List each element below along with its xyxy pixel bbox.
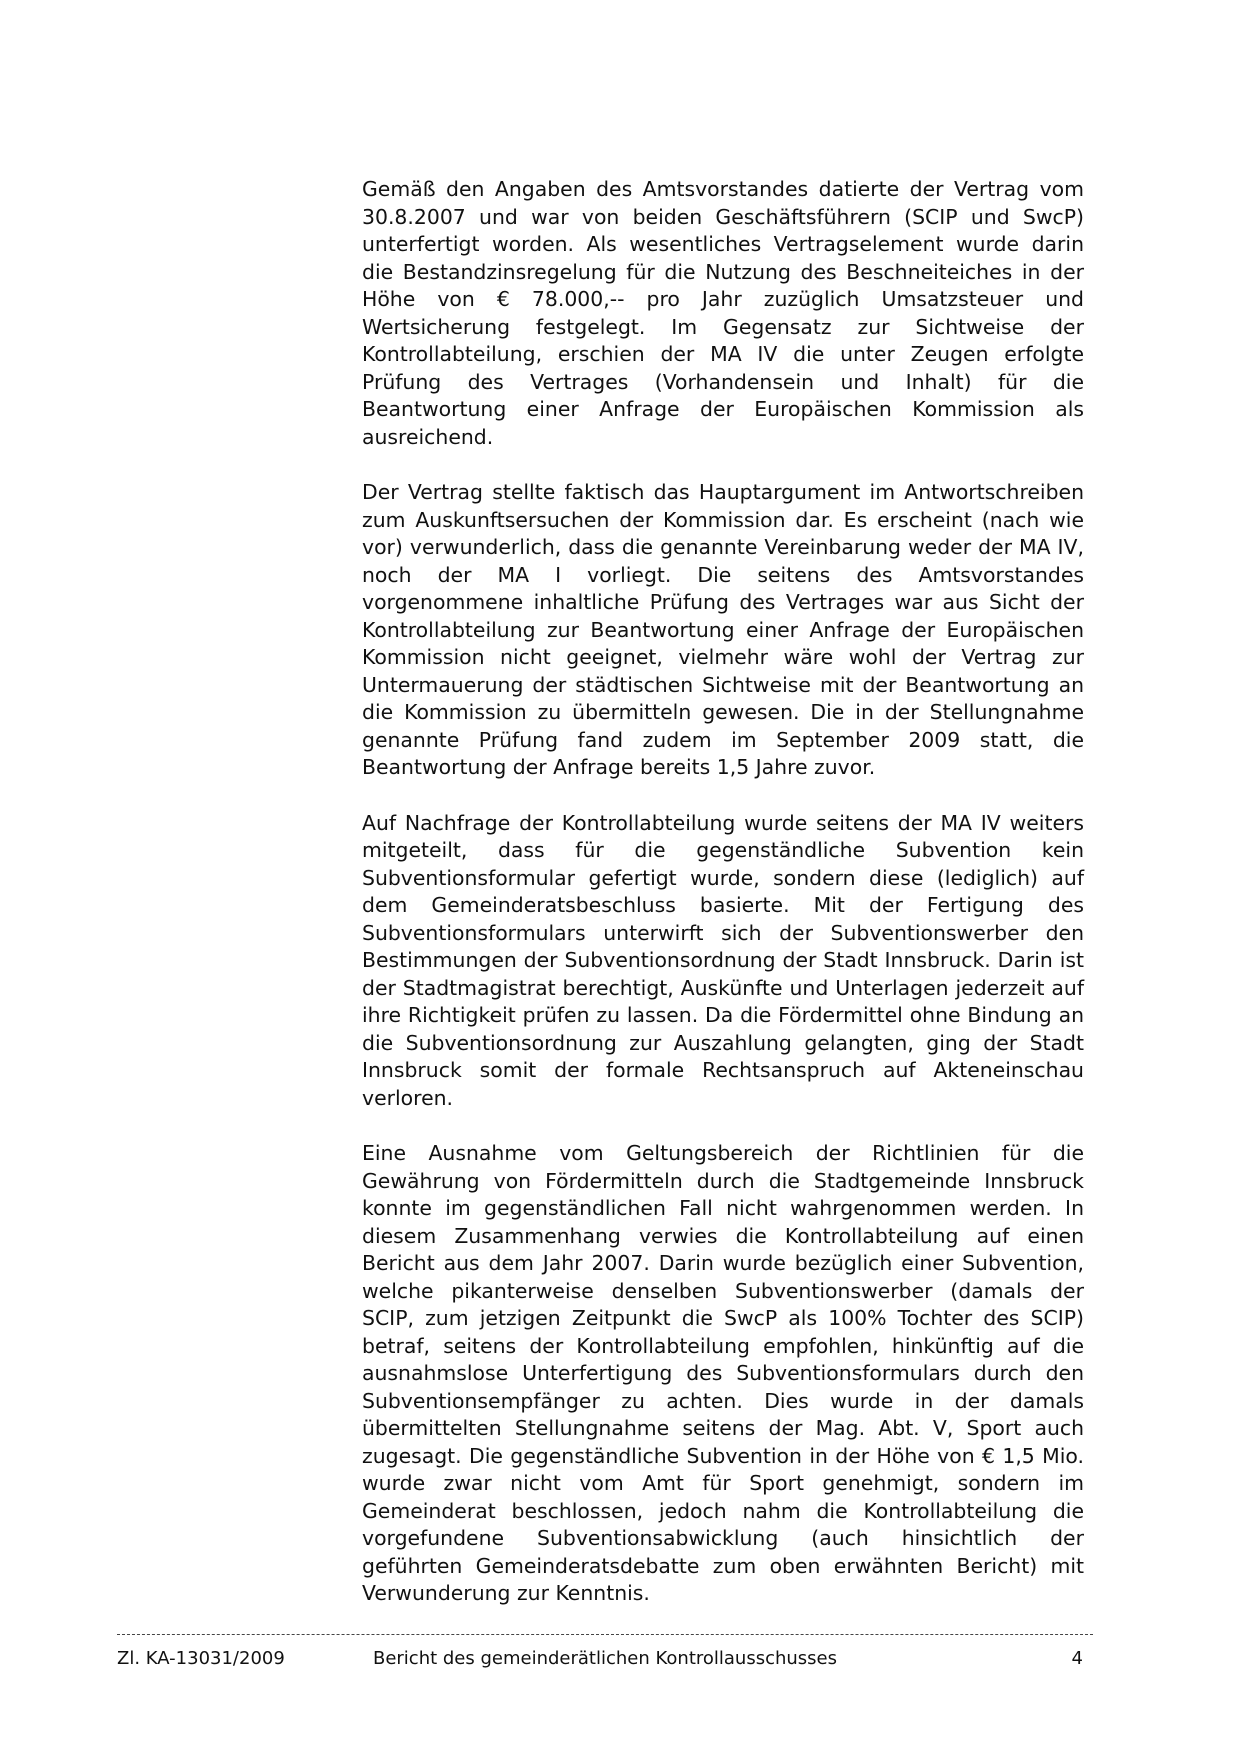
footer-divider (117, 1634, 1093, 1635)
paragraph-4: Eine Ausnahme vom Geltungsbereich der Richtlinien für die Gewährung von Fördermitteln durch die Stadtgemeinde Innsbruck konnte im gegenständlichen Fall nicht wahrgenommen werden. In diesem Zusammenhang verwies die Kontrollabteilung auf einen Bericht aus dem Jahr 2007. Darin wurde bezüglich einer Subvention, welche pikanterweise denselben Subventionswerber (damals der SCIP, zum jetzigen Zeitpunkt die SwcP als 100% Tochter des SCIP) betraf, seitens der Kontrollabteilung empfohlen, hinkünftig auf die ausnahmslose Unterfertigung des Subventionsformulars durch den Subventionsempfänger zu achten. Dies wurde in der damals übermittelten Stellungnahme seitens der Mag. Abt. V, Sport auch zugesagt. Die gegenständliche Subvention in der Höhe von € 1,5 Mio. wurde zwar nicht vom Amt für Sport genehmigt, sondern im Gemeinderat beschlossen, jedoch nahm die Kontrollabteilung die vorgefundene Subventionsabwicklung (auch hinsichtlich der geführten Gemeinderatsdebatte zum oben erwähnten Bericht) mit Verwunderung zur Kenntnis. (362, 1141, 1084, 1605)
body-text (362, 176, 1084, 1636)
paragraph-3: Auf Nachfrage der Kontrollabteilung wurde seitens der MA IV weiters mitgeteilt, dass für die gegenständliche Subvention kein Subventionsformular gefertigt wurde, sondern diese (lediglich) auf dem Gemeinderatsbeschluss basierte. Mit der Fertigung des Subventionsformulars unterwirft sich der Subventionswerber den Bestimmungen der Subventionsordnung der Stadt Innsbruck. Darin ist der Stadtmagistrat berechtigt, Auskünfte und Unterlagen jederzeit auf ihre Richtigkeit prüfen zu lassen. Da die Fördermittel ohne Bindung an die Subventionsordnung zur Auszahlung gelangten, ging der Stadt Innsbruck somit der formale Rechtsanspruch auf Akteneinschau verloren. (362, 810, 1084, 1110)
paragraph-1: Gemäß den Angaben des Amtsvorstandes datierte der Vertrag vom 30.8.2007 und war von beiden Geschäftsführern (SCIP und SwcP) unterfertigt worden. Als wesentliches Vertragselement wurde darin die Bestandzinsregelung für die Nutzung des Beschneiteiches in der Höhe von € 78.000,-- pro Jahr zuzüglich Umsatzsteuer und Wertsicherung festgelegt. Im Gegensatz zur Sichtweise der Kontrollabteilung, erschien der MA IV die unter Zeugen erfolgte Prüfung des Vertrages (Vorhandensein und Inhalt) für die Beantwortung einer Anfrage der Europäischen Kommission als ausreichend. (362, 177, 1084, 449)
paragraph-2: Der Vertrag stellte faktisch das Hauptargument im Antwortschreiben zum Auskunftsersuchen der Kommission dar. Es erscheint (nach wie vor) verwunderlich, dass die genannte Vereinbarung weder der MA IV, noch der MA I vorliegt. Die seitens des Amtsvorstandes vorgenommene inhaltliche Prüfung des Vertrages war aus Sicht der Kontrollabteilung zur Beantwortung einer Anfrage der Europäischen Kommission nicht geeignet, vielmehr wäre wohl der Vertrag zur Untermauerung der städtischen Sichtweise mit der Beantwortung an die Kommission zu übermitteln gewesen. Die in der Stellungnahme genannte Prüfung fand zudem im September 2009 statt, die Beantwortung der Anfrage bereits 1,5 Jahre zuvor. (362, 480, 1084, 779)
footer-page-number: 4 (1071, 1648, 1083, 1669)
footer-reference: Zl. KA-13031/2009 (117, 1648, 285, 1669)
footer-title: Bericht des gemeinderätlichen Kontrollausschusses (372, 1648, 838, 1669)
page-footer (117, 1647, 1093, 1673)
